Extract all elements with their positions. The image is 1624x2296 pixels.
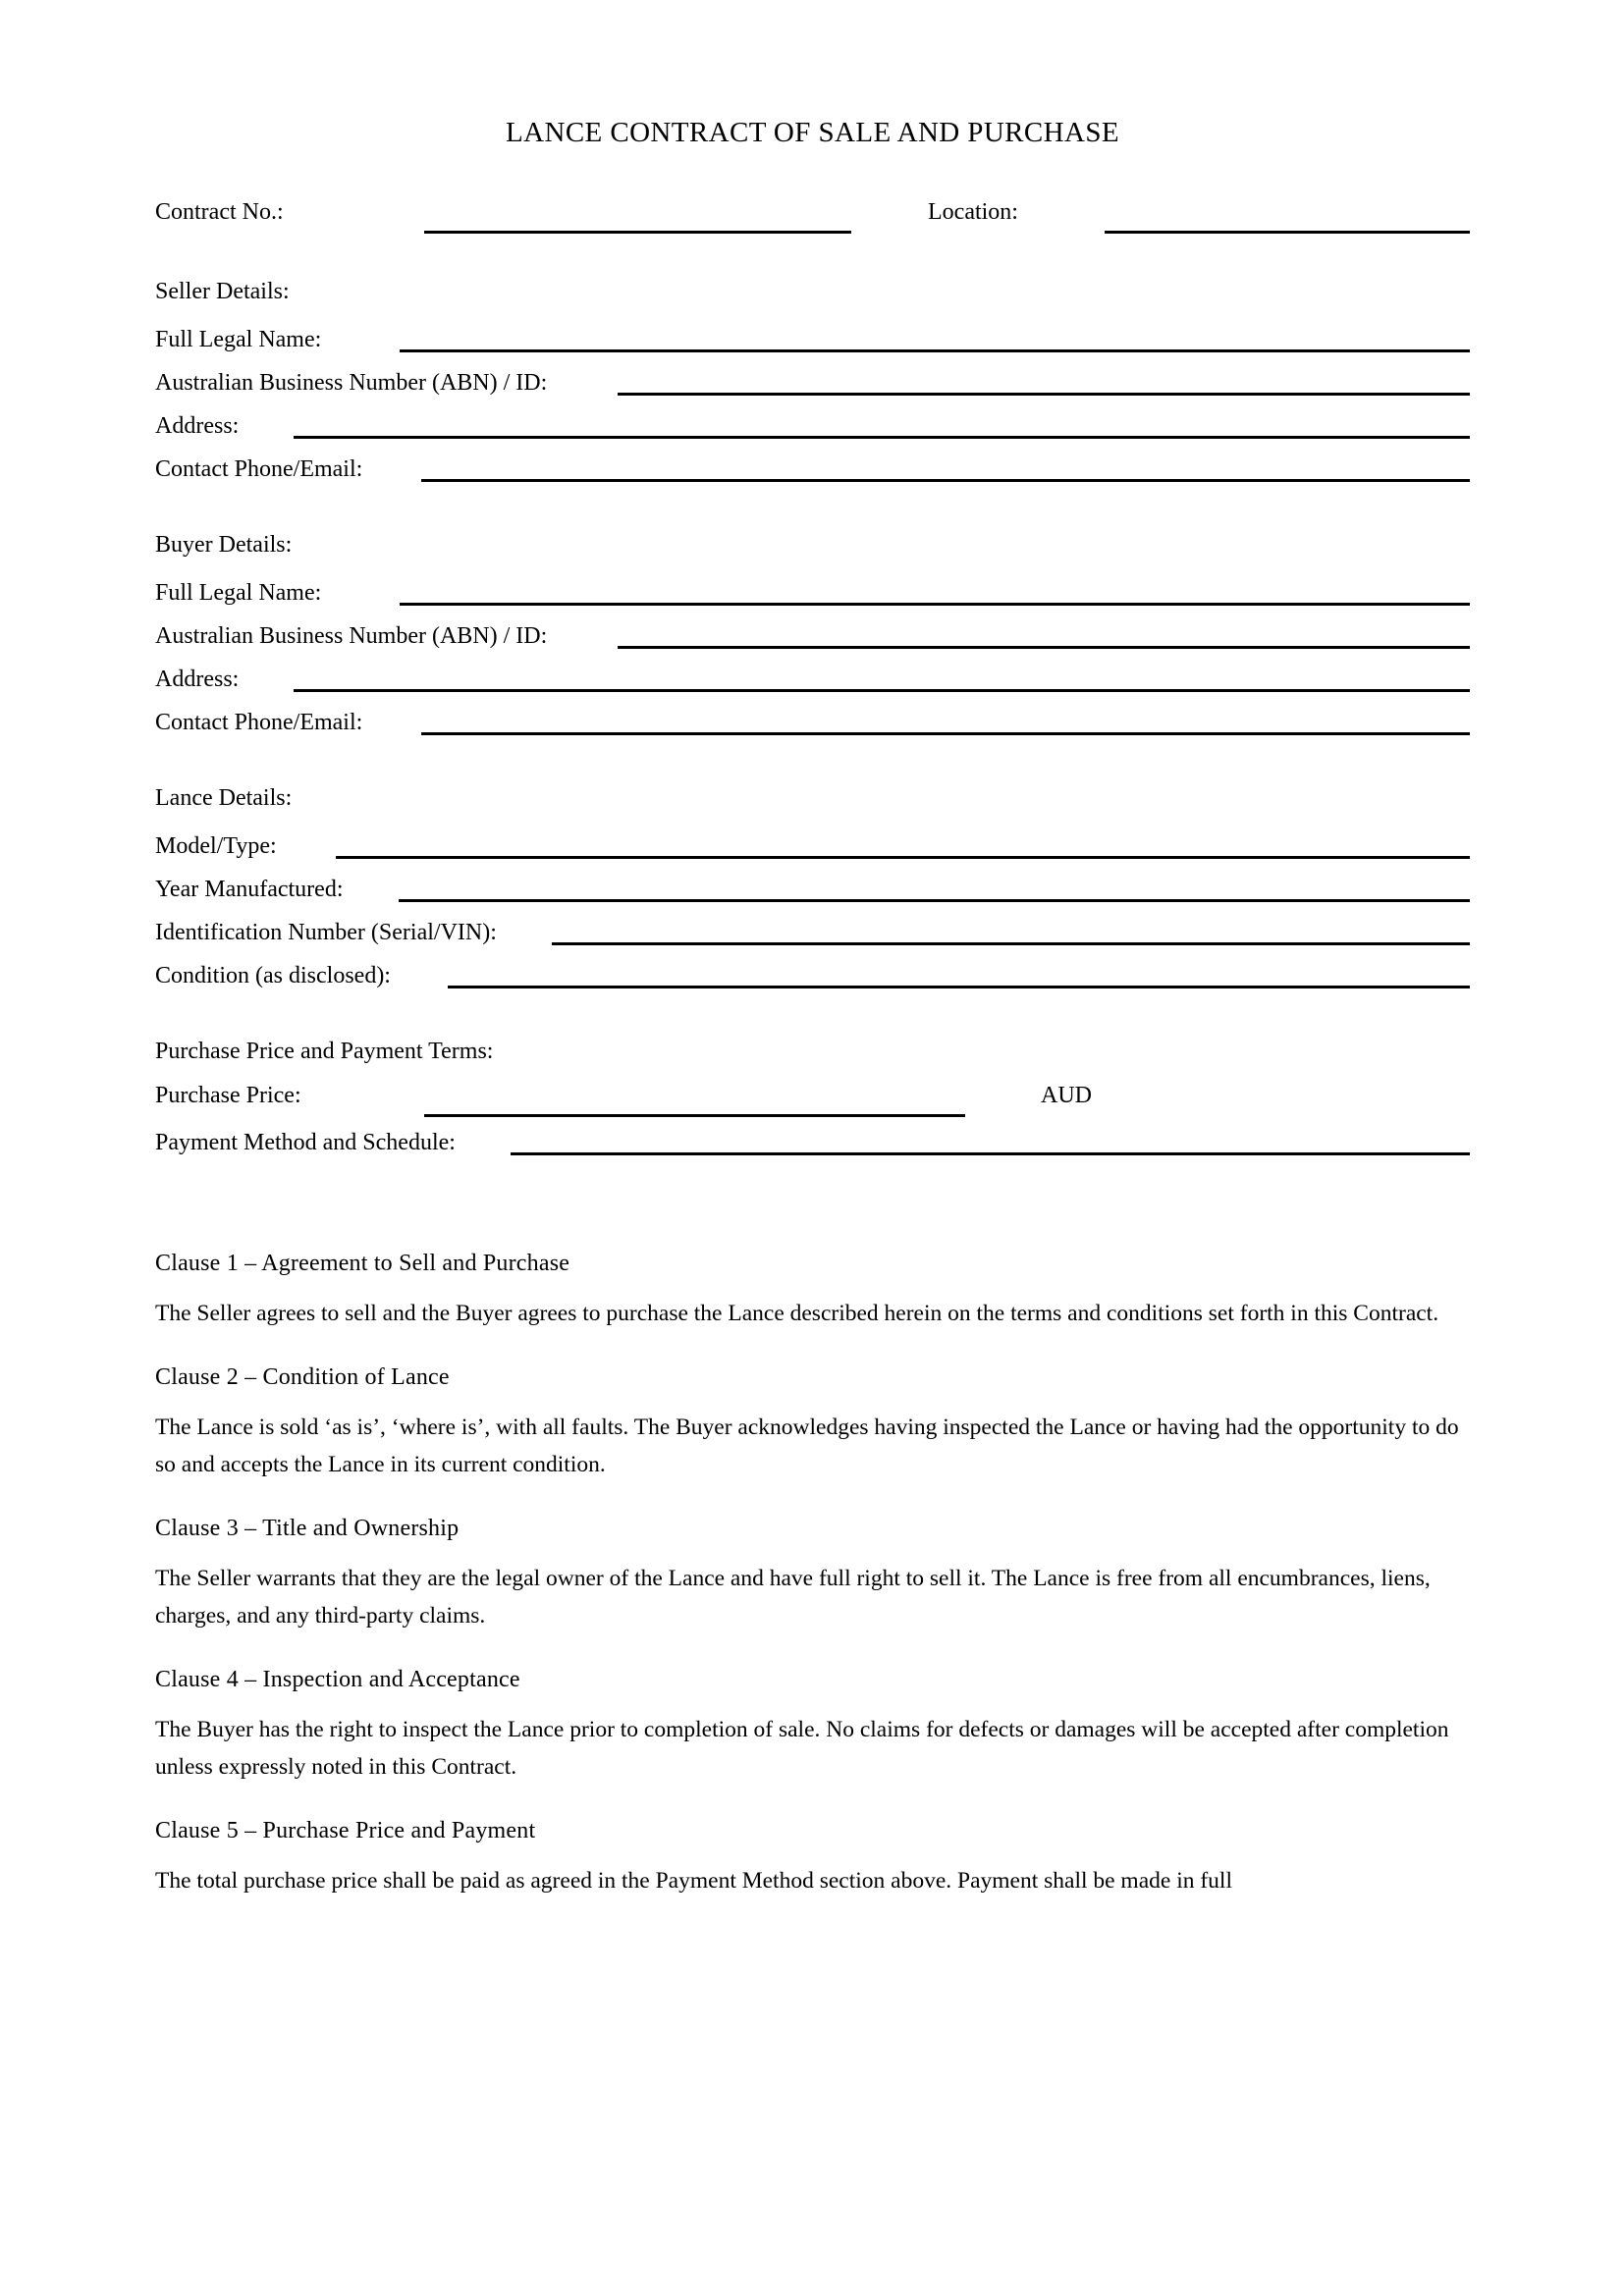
buyer-abn-row	[155, 619, 1470, 663]
lance-condition-label: Condition (as disclosed):	[155, 962, 391, 988]
buyer-abn-rule-wrap	[547, 619, 1470, 643]
lance-identification-number-label: Identification Number (Serial/VIN):	[155, 919, 497, 945]
lance-year-manufactured-row	[155, 873, 1470, 916]
buyer-address-row	[155, 663, 1470, 706]
lance-year-manufactured-label: Year Manufactured:	[155, 876, 344, 902]
payment-method-input-rule[interactable]	[511, 1152, 1470, 1155]
lance-year-manufactured-input-rule[interactable]	[399, 899, 1471, 902]
buyer-address-label: Address:	[155, 666, 240, 692]
clause-4	[155, 1668, 1470, 1786]
clause-3-body: The Seller warrants that they are the legal owner of the Lance and have full right to sell it. The Lance is free from all encumbrances, liens, charges, and any third-party claims.	[155, 1565, 1431, 1629]
clause-1-body: The Seller agrees to sell and the Buyer agrees to purchase the Lance described herein on the terms and conditions set forth in this Contract.	[155, 1300, 1439, 1326]
document-content	[155, 0, 1470, 1899]
seller-address-input-rule[interactable]	[294, 436, 1470, 439]
payment-method-label: Payment Method and Schedule:	[155, 1129, 456, 1155]
buyer-contact-label: Contact Phone/Email:	[155, 709, 363, 735]
clause-4-body: The Buyer has the right to inspect the Lance prior to completion of sale. No claims for defects or damages will be accepted after completion unless expressly noted in this Contract.	[155, 1717, 1449, 1781]
seller-full-legal-name-input-rule[interactable]	[400, 349, 1470, 352]
buyer-full-legal-name-input-rule[interactable]	[400, 603, 1470, 606]
lance-model-type-label: Model/Type:	[155, 832, 277, 859]
seller-full-legal-name-rule-wrap	[321, 323, 1470, 347]
buyer-details-heading: Buyer Details:	[155, 531, 293, 558]
lance-identification-number-rule-wrap	[497, 916, 1470, 939]
clause-4-heading: Clause 4 – Inspection and Acceptance	[155, 1667, 520, 1693]
lance-identification-number-input-rule[interactable]	[552, 942, 1470, 945]
buyer-full-legal-name-row	[155, 576, 1470, 619]
clause-3-heading: Clause 3 – Title and Ownership	[155, 1515, 460, 1541]
lance-condition-row	[155, 959, 1470, 1002]
purchase-price-row	[155, 1083, 1470, 1126]
lance-details-heading: Lance Details:	[155, 784, 293, 811]
clause-5-body: The total purchase price shall be paid as agreed in the Payment Method section above. Payment shall be made in full	[155, 1868, 1232, 1895]
buyer-contact-row	[155, 706, 1470, 749]
buyer-abn-label: Australian Business Number (ABN) / ID:	[155, 622, 548, 649]
page-title: LANCE CONTRACT OF SALE AND PURCHASE	[506, 117, 1119, 148]
spacer-before-purchase	[155, 1002, 1470, 1040]
clause-3	[155, 1517, 1470, 1634]
spacer-before-buyer	[155, 496, 1470, 533]
spacer-after-title	[155, 150, 1470, 199]
seller-abn-rule-wrap	[547, 366, 1470, 390]
seller-contact-row	[155, 453, 1470, 496]
lance-condition-rule-wrap	[391, 959, 1470, 983]
seller-address-label: Address:	[155, 412, 240, 439]
clause-2	[155, 1365, 1470, 1483]
lance-identification-number-row	[155, 916, 1470, 959]
lance-model-type-rule-wrap	[277, 829, 1470, 853]
clause-1	[155, 1252, 1470, 1332]
seller-full-legal-name-label: Full Legal Name:	[155, 326, 322, 352]
header-field-row	[155, 199, 1470, 242]
buyer-address-input-rule[interactable]	[294, 689, 1470, 692]
seller-contact-rule-wrap	[362, 453, 1470, 476]
payment-method-rule-wrap	[456, 1126, 1470, 1149]
spacer-before-seller	[155, 242, 1470, 280]
contract-no-input-rule[interactable]	[424, 231, 851, 234]
lance-condition-input-rule[interactable]	[448, 986, 1470, 988]
location-label: Location:	[928, 198, 1018, 225]
seller-details-heading: Seller Details:	[155, 278, 290, 304]
payment-method-row	[155, 1126, 1470, 1169]
lance-model-type-row	[155, 829, 1470, 873]
seller-full-legal-name-row	[155, 323, 1470, 366]
seller-contact-label: Contact Phone/Email:	[155, 455, 363, 482]
seller-abn-input-rule[interactable]	[618, 393, 1470, 396]
seller-abn-label: Australian Business Number (ABN) / ID:	[155, 369, 548, 396]
buyer-address-rule-wrap	[239, 663, 1470, 686]
contract-no-label: Contract No.:	[155, 198, 284, 225]
purchase-price-input-rule[interactable]	[424, 1114, 965, 1117]
purchase-price-label: Purchase Price:	[155, 1082, 301, 1108]
spacer-before-clauses	[155, 1169, 1470, 1218]
purchase-terms-heading: Purchase Price and Payment Terms:	[155, 1038, 494, 1064]
clause-1-heading: Clause 1 – Agreement to Sell and Purchase	[155, 1250, 570, 1276]
spacer-before-lance	[155, 749, 1470, 786]
lance-year-manufactured-rule-wrap	[344, 873, 1471, 896]
lance-model-type-input-rule[interactable]	[336, 856, 1470, 859]
buyer-abn-input-rule[interactable]	[618, 646, 1470, 649]
buyer-full-legal-name-label: Full Legal Name:	[155, 579, 322, 606]
seller-address-row	[155, 409, 1470, 453]
clause-2-heading: Clause 2 – Condition of Lance	[155, 1363, 450, 1390]
clause-5-heading: Clause 5 – Purchase Price and Payment	[155, 1818, 536, 1844]
buyer-full-legal-name-rule-wrap	[321, 576, 1470, 600]
location-input-rule[interactable]	[1105, 231, 1470, 234]
seller-abn-row	[155, 366, 1470, 409]
clause-5	[155, 1819, 1470, 1899]
seller-contact-input-rule[interactable]	[421, 479, 1470, 482]
buyer-contact-rule-wrap	[362, 706, 1470, 729]
clause-2-body: The Lance is sold ‘as is’, ‘where is’, with all faults. The Buyer acknowledges having inspected the Lance or having had the opportunity to do so and accepts the Lance in its current condition.	[155, 1414, 1459, 1477]
buyer-contact-input-rule[interactable]	[421, 732, 1470, 735]
seller-address-rule-wrap	[239, 409, 1470, 433]
currency-label: AUD	[1041, 1082, 1092, 1108]
